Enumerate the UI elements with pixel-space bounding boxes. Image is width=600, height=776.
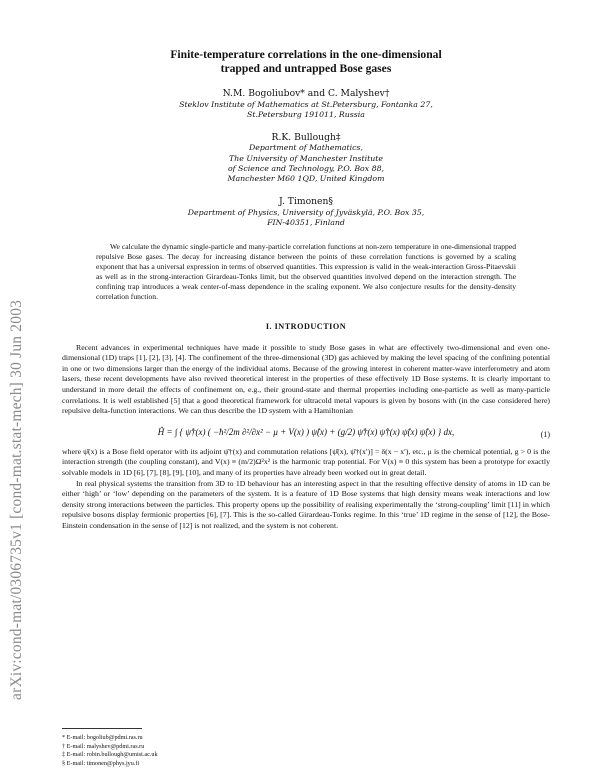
paper-title [62,48,550,76]
author-block-3 [62,196,550,228]
affiliation-line: Manchester M60 1QD, United Kingdom [227,174,385,184]
author-block-2 [62,132,550,184]
paragraph: In real physical systems the transition from 3D to 1D behaviour has an interesting aspect in that the resulting effective density of atoms in 1D can be either ‘high’ or ‘low’ depending on the parameters of the system. It is a feature of 1D Bose systems that high density means weak interactions and low density strong interactions between the particles. This property opens up the possibility of realising experimentally the ‘strong-coupling’ limit [11] in which repulsive bosons display fermionic properties [6], [7]. This is the so-called Girardeau-Tonks regime. In this ‘true’ 1D regime in the sense of [12], the Bose-Einstein condensation in the sense of [12] is not realized, and the system is not coherent. [62,478,550,530]
footnote: § E-mail: timonen@phys.jyu.fi [62,759,140,767]
affiliation-line: of Science and Technology, P.O. Box 88, [227,163,385,173]
footnote: † E-mail: malyshev@pdmi.ras.ru [62,742,145,750]
paragraph: Recent advances in experimental techniques have made it possible to study Bose gases in what are effectively two-dimensional and even one-dimensional (1D) traps [1], [2], [3], [4]. The confinement of the three-dimensional (3D) gas achieved by making the level spacing of the confining potential in one or two dimensions larger than the energy of the individual atoms. Because of the growing interest in coherent matter-wave interferometry and atom lasers, these recent developments have also revived theoretical interest in the properties of these effectively 1D Bose systems. It is clearly important to understand in more detail the effects of confinement on, e.g., their ground-state and thermal properties including one-particle as well as many-particle correlations. It is well established [5] that a good theoretical framework for ultracold metal vapours is given by bosons with (in the case considered here) repulsive delta-function interactions. We can thus describe the 1D system with a Hamiltonian [62,342,550,416]
paper-page [62,48,550,531]
affiliation-line: FIN-40351, Finland [267,217,345,227]
equation-number: (1) [540,429,550,439]
footnote: ‡ E-mail: robin.bullough@umist.ac.uk [62,751,158,759]
abstract: We calculate the dynamic single-particle and many-particle correlation functions at non-zero temperature in one-dimensional trapped repulsive Bose gases. The decay for increasing distance between the points of these correlation functions is governed by a scaling exponent that has a universal expression in terms of observed quantities. This expression is valid in the weak-interaction Gross-Pitaevskii as well as in the strong-interaction Girardeau-Tonks limit, but the observed quantities involved depend on the interaction strength. The confining trap introduces a weak center-of-mass dependence in the scaling exponent. We also conjecture results for the density-density correlation function. [96,242,516,301]
affiliation-line: St.Petersburg 191011, Russia [247,109,365,119]
author-names: N.M. Bogoliubov* and C. Malyshev† [222,88,390,99]
affiliation-line: Department of Mathematics, [249,143,363,153]
title-line-1: Finite-temperature correlations in the one-dimensional [170,48,442,61]
author-names: J. Timonen§ [279,196,333,208]
affiliation-line: The University of Manchester Institute [229,153,383,163]
footnotes [62,728,362,768]
affiliation-line: Steklov Institute of Mathematics at St.Petersburg, Fontanka 27, [179,99,433,109]
footnote-divider [62,728,142,729]
equation-text: Ĥ = ∫ { ψ̂†(x) ( −ħ²/2m ∂²/∂x² − μ + V(x) ) ψ̂(x) + (g/2) ψ̂†(x) ψ̂†(x) ψ̂(x) ψ̂(x) } dx, [157,426,455,437]
affiliation-line: Department of Physics, University of Jyväskylä, P.O. Box 35, [187,207,425,217]
intro-body [62,343,550,532]
author-block-1 [62,88,550,120]
title-line-2: trapped and untrapped Bose gases [220,62,392,75]
arxiv-identifier: arXiv:cond-mat/0306735v1 [cond-mat.stat-mech] 30 Jun 2003 [8,299,25,700]
footnote: * E-mail: bogoliub@pdmi.ras.ru [62,734,143,741]
section-heading: I. INTRODUCTION [265,321,347,331]
author-names: R.K. Bullough‡ [271,131,341,143]
paragraph: where ψ̂(x) is a Bose field operator with its adjoint ψ̂†(x) and commutation relations [ψ̂(x), ψ̂†(x′)] = δ(x − x′), etc., μ is the chemical potential, g > 0 is the interaction strength (the coupling constant), and V(x) ≡ (m/2)Ω²x² is the harmonic trap potential. For V(x) ≡ 0 this system has been a prototype for exactly solvable models in 1D [6], [7], [8], [9], [10], and many of its properties have already been worked out in great detail. [62,446,550,477]
equation-1 [62,425,550,439]
